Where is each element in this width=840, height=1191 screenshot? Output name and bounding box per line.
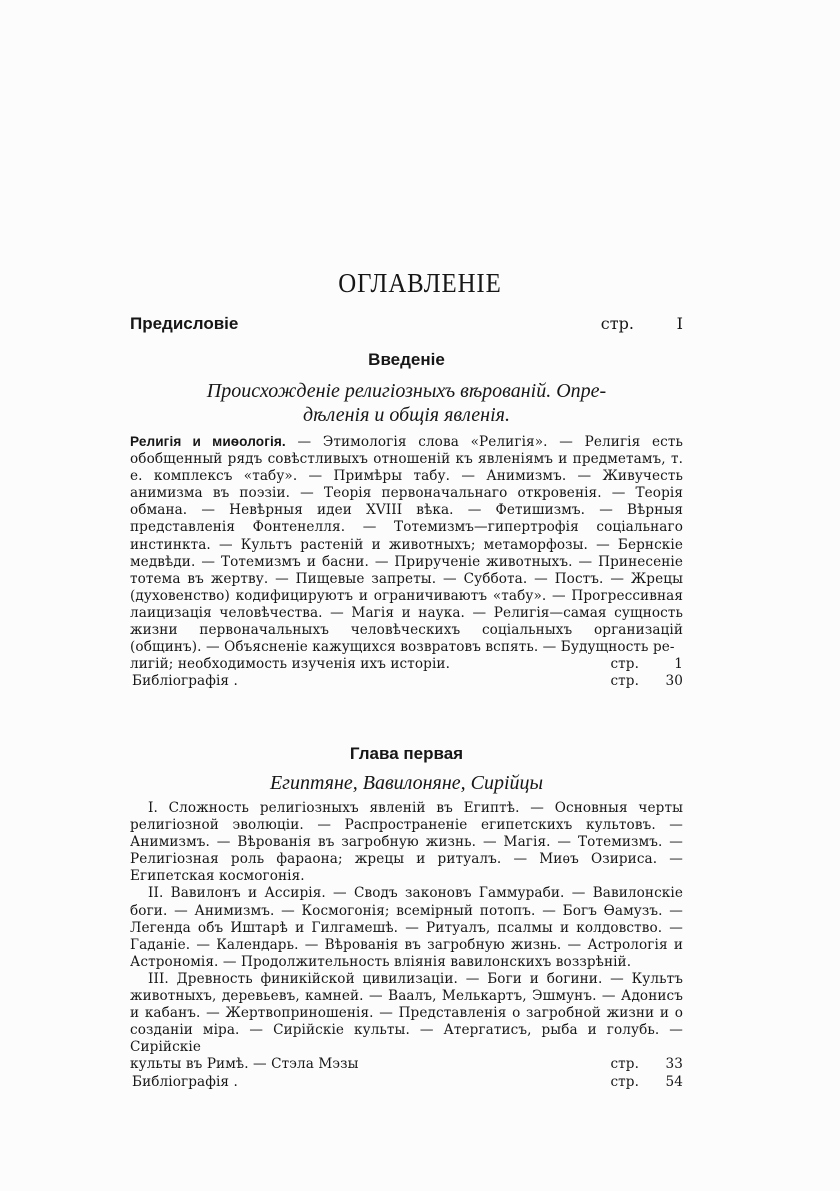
intro-text: — Этимологія слова «Религія». — Религія есть обобщенный рядъ совѣстливыхъ отношеній къ явленіямъ и предметамъ, т. е. комплексъ «табу». — Примѣры табу. — Анимизмъ. — Живучесть анимизма въ поэзіи. — Теорія первоначальнаго откровенія. — Теорія обмана. — Невѣрныя идеи XVIII вѣка. — Фетишизмъ. — Вѣрныя представленія Фонтенелля. — Тотемизмъ—гипертрофія соціальнаго инстинкта. — Культъ растеній и животныхъ; метаморфозы. — Бернскіе медвѣди. — Тотемизмъ и басни. — Прирученіе животныхъ. — Принесеніе тотема въ жертву. — Пищевые запреты. — Суббота. — Постъ. — Жрецы (духовенство) кодифицируютъ и ограничиваютъ «табу». — Прогрессивная лаицизація человѣчества. — Магія и наука. — Религія—самая сущность жизни первоначальныхъ человѣческихъ соціальныхъ организацій (общинъ). — Объясненіе кажущихся возвратовъ вспять. — Будущность ре- xyxy=(130,434,683,656)
intro-last-prefix: стр. xyxy=(610,656,639,673)
chapter1-s3-page: 33 xyxy=(665,1056,683,1073)
chapter1-bib-label: Библіографія . xyxy=(132,1073,238,1090)
chapter1-bib-prefix: стр. xyxy=(610,1073,639,1090)
preface-label: Предисловіе xyxy=(130,314,239,333)
intro-bibliography xyxy=(130,673,683,690)
chapter1-section-1: I. Сложность религіозныхъ явленій въ Египтѣ. — Основныя черты религіозной эволюціи. — Распространеніе египетскихъ культовъ. — Анимизмъ. — Вѣрованія въ загробную жизнь. — Магія. — Тотемизмъ. — Религіозная роль фараона; жрецы и ритуалъ. — Миѳъ Озириса. — Египетская космогонія. xyxy=(130,800,683,885)
intro-bib-prefix: стр. xyxy=(610,673,639,690)
chapter1-section-3: III. Древность финикійской цивилизаціи. — Боги и богини. — Культъ животныхъ, деревьевъ, камней. — Ваалъ, Мелькартъ, Эшмунъ. — Адонисъ и кабанъ. — Жертвоприношенія. — Представленія о загробной жизни и о созданіи міра. — Сирійскіе культы. — Атергатисъ, рыба и голубь. — Сирійскіе xyxy=(130,970,683,1056)
chapter1-s3-last-text: культы въ Римѣ. — Стэла Мэзы xyxy=(130,1056,359,1073)
chapter1-section-2: II. Вавилонъ и Ассирія. — Сводъ законовъ Гаммураби. — Вавилонскіе боги. — Анимизмъ. — Космогонія; всемірный потопъ. — Богъ Ѳамузъ. — Легенда объ Иштарѣ и Гилгамешѣ. — Ритуалъ, псалмы и колдовство. — Гаданіе. — Календарь. — Вѣрованія въ загробную жизнь. — Астрологія и Астрономія. — Продолжительность вліянія вавилонскихъ воззрѣній. xyxy=(130,885,683,970)
intro-subtitle-line2: дѣленія и общія явленія. xyxy=(303,404,510,426)
chapter1-bib-page: 54 xyxy=(665,1073,683,1090)
intro-subtitle-line1: Происхожденіе религіозныхъ вѣрованій. Опре- xyxy=(206,380,607,402)
intro-last-page: 1 xyxy=(674,656,683,673)
chapter1-subtitle: Египтяне, Вавилоняне, Сирійцы xyxy=(269,772,544,794)
preface-page-prefix: стр. xyxy=(600,314,634,333)
intro-bib-label: Библіографія . xyxy=(132,673,238,690)
chapter1-s3-prefix: стр. xyxy=(610,1056,639,1073)
page-title: ОГЛАВЛЕНІЕ xyxy=(338,268,502,298)
chapter1-bibliography xyxy=(130,1074,683,1091)
intro-lead: Религія и миѳологія. xyxy=(130,434,286,449)
chapter1-summary xyxy=(130,800,683,1091)
intro-title: Введеніе xyxy=(368,350,445,369)
chapter1-title: Глава первая xyxy=(349,744,464,763)
intro-last-text: лигій; необходимость изученія ихъ исторіи. xyxy=(130,656,451,673)
chapter1-section-3-last xyxy=(130,1056,683,1073)
intro-summary xyxy=(130,433,683,690)
intro-bib-page: 30 xyxy=(665,673,683,690)
intro-last-line xyxy=(130,656,683,673)
preface-page: I xyxy=(676,314,683,333)
preface-row xyxy=(130,314,683,334)
